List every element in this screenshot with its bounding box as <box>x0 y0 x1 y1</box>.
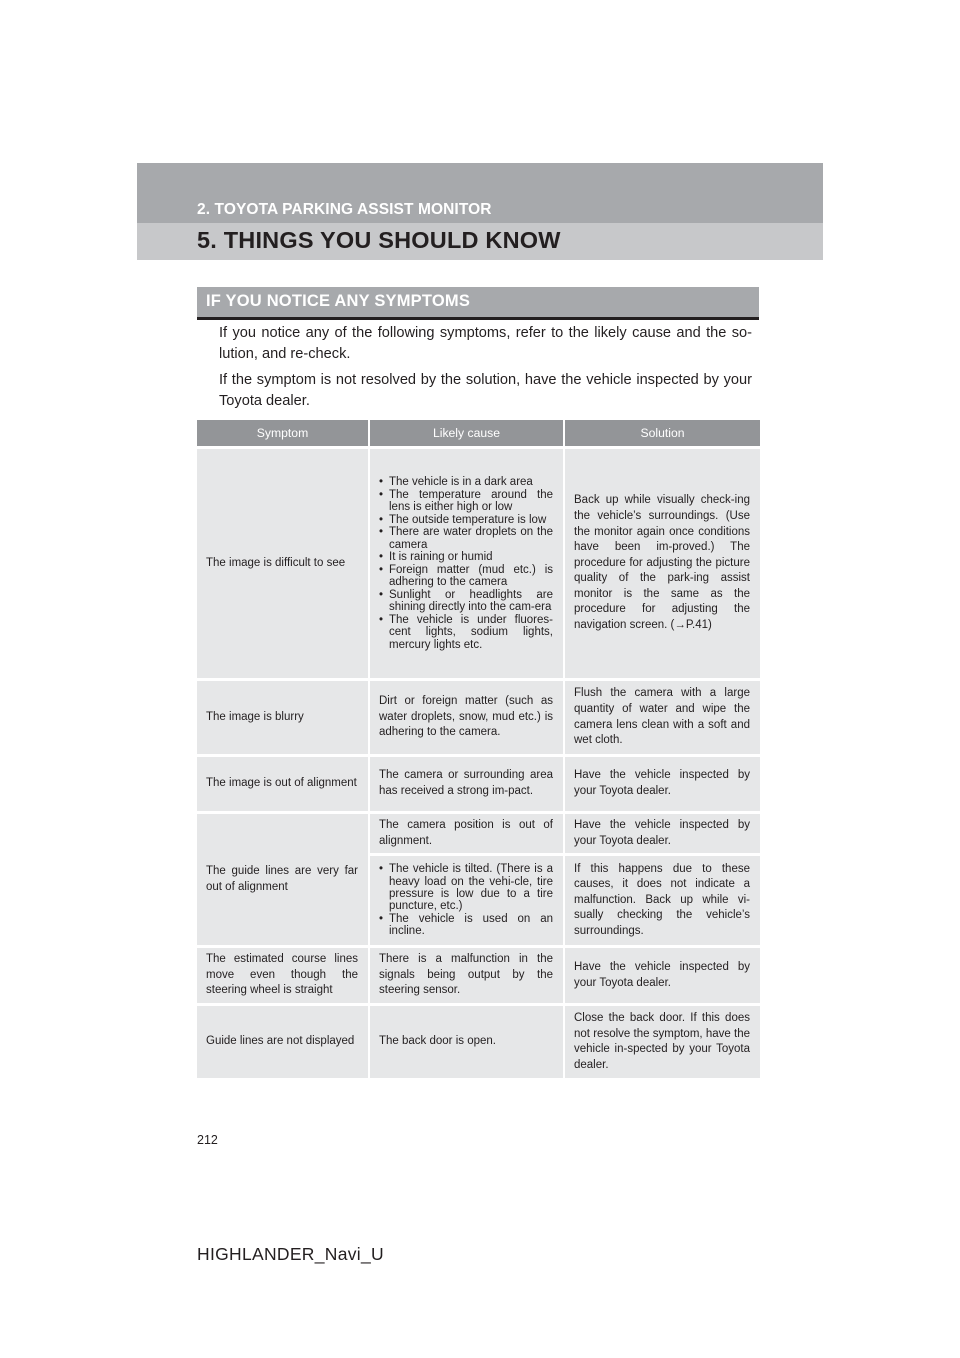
symptom-cell: The estimated course lines move even though the steering wheel is straight <box>197 948 370 1006</box>
subheading-bar <box>197 287 759 320</box>
intro-paragraph-2: If the symptom is not resolved by the solution, have the vehicle inspected by your Toyota dealer. <box>219 372 752 409</box>
solution-cell: Flush the camera with a large quantity of water and wipe the camera lens clean with a soft and wet cloth. <box>565 681 760 757</box>
header-symptom: Symptom <box>197 420 370 449</box>
list-item: • Sunlight or headlights are shining directly into the cam-era <box>379 589 553 613</box>
section-label: 2. TOYOTA PARKING ASSIST MONITOR <box>197 201 492 218</box>
cause-cell <box>370 449 565 681</box>
list-item: • The temperature around the lens is either high or low <box>379 489 553 513</box>
solution-cell: If this happens due to these causes, it does not indicate a malfunction. Back up while vi-sually checking the vehicle’s surroundings. <box>565 856 760 948</box>
intro-paragraph-1: If you notice any of the following symptoms, refer to the likely cause and the so-lution, and re-check. <box>219 325 752 362</box>
table-header-row <box>197 420 760 449</box>
solution-cell: Close the back door. If this does not resolve the symptom, have the vehicle in-spected by your Toyota dealer. <box>565 1006 760 1081</box>
symptom-table <box>197 420 760 1081</box>
cause-cell: The back door is open. <box>370 1006 565 1081</box>
page-number: 212 <box>197 1133 218 1147</box>
footer-doc-id: HIGHLANDER_Navi_U <box>197 1244 384 1264</box>
cause-cell: The camera or surrounding area has received a strong im-pact. <box>370 757 565 814</box>
table-row <box>197 681 760 757</box>
symptom-cell: The guide lines are very far out of alignment <box>197 814 370 948</box>
solution-cell: Have the vehicle inspected by your Toyota dealer. <box>565 948 760 1006</box>
header-likely-cause: Likely cause <box>370 420 565 449</box>
symptom-cell: The image is difficult to see <box>197 449 370 681</box>
list-item: • The vehicle is under fluores-cent lights, sodium lights, mercury lights etc. <box>379 614 553 651</box>
list-item: • The vehicle is in a dark area <box>379 476 553 488</box>
list-item: • There are water droplets on the camera <box>379 526 553 550</box>
table-row <box>197 814 760 856</box>
cause-cell: There is a malfunction in the signals being output by the steering sensor. <box>370 948 565 1006</box>
table-row <box>197 948 760 1006</box>
table-row <box>197 1006 760 1081</box>
cause-cell: The camera position is out of alignment. <box>370 814 565 856</box>
symptom-cell: The image is out of alignment <box>197 757 370 814</box>
header-solution: Solution <box>565 420 760 449</box>
symptom-cell: Guide lines are not displayed <box>197 1006 370 1081</box>
subheading-text: IF YOU NOTICE ANY SYMPTOMS <box>206 292 471 310</box>
symptom-cell: The image is blurry <box>197 681 370 757</box>
solution-cell: Back up while visually check-ing the vehicle’s surroundings. (Use the monitor again once conditions have been im-proved.) The procedure for adjusting the picture quality of the park-ing assist monitor is the same as the procedure for adjusting the navigation screen. (→P.41) <box>565 449 760 681</box>
cause-list <box>379 863 553 937</box>
page-title: 5. THINGS YOU SHOULD KNOW <box>197 227 561 253</box>
solution-cell: Have the vehicle inspected by your Toyota dealer. <box>565 814 760 856</box>
list-item: • Foreign matter (mud etc.) is adhering to the camera <box>379 564 553 588</box>
list-item: • The vehicle is used on an incline. <box>379 913 553 937</box>
table-row <box>197 449 760 681</box>
list-item: • The outside temperature is low <box>379 514 553 526</box>
page-header <box>137 163 823 260</box>
table-row <box>197 757 760 814</box>
cause-list <box>379 476 553 651</box>
cause-cell: Dirt or foreign matter (such as water droplets, snow, mud etc.) is adhering to the camera. <box>370 681 565 757</box>
list-item: • It is raining or humid <box>379 551 553 563</box>
list-item: • The vehicle is tilted. (There is a heavy load on the vehi-cle, tire pressure is low due to a tire puncture, etc.) <box>379 863 553 912</box>
solution-cell: Have the vehicle inspected by your Toyota dealer. <box>565 757 760 814</box>
cause-cell <box>370 856 565 948</box>
